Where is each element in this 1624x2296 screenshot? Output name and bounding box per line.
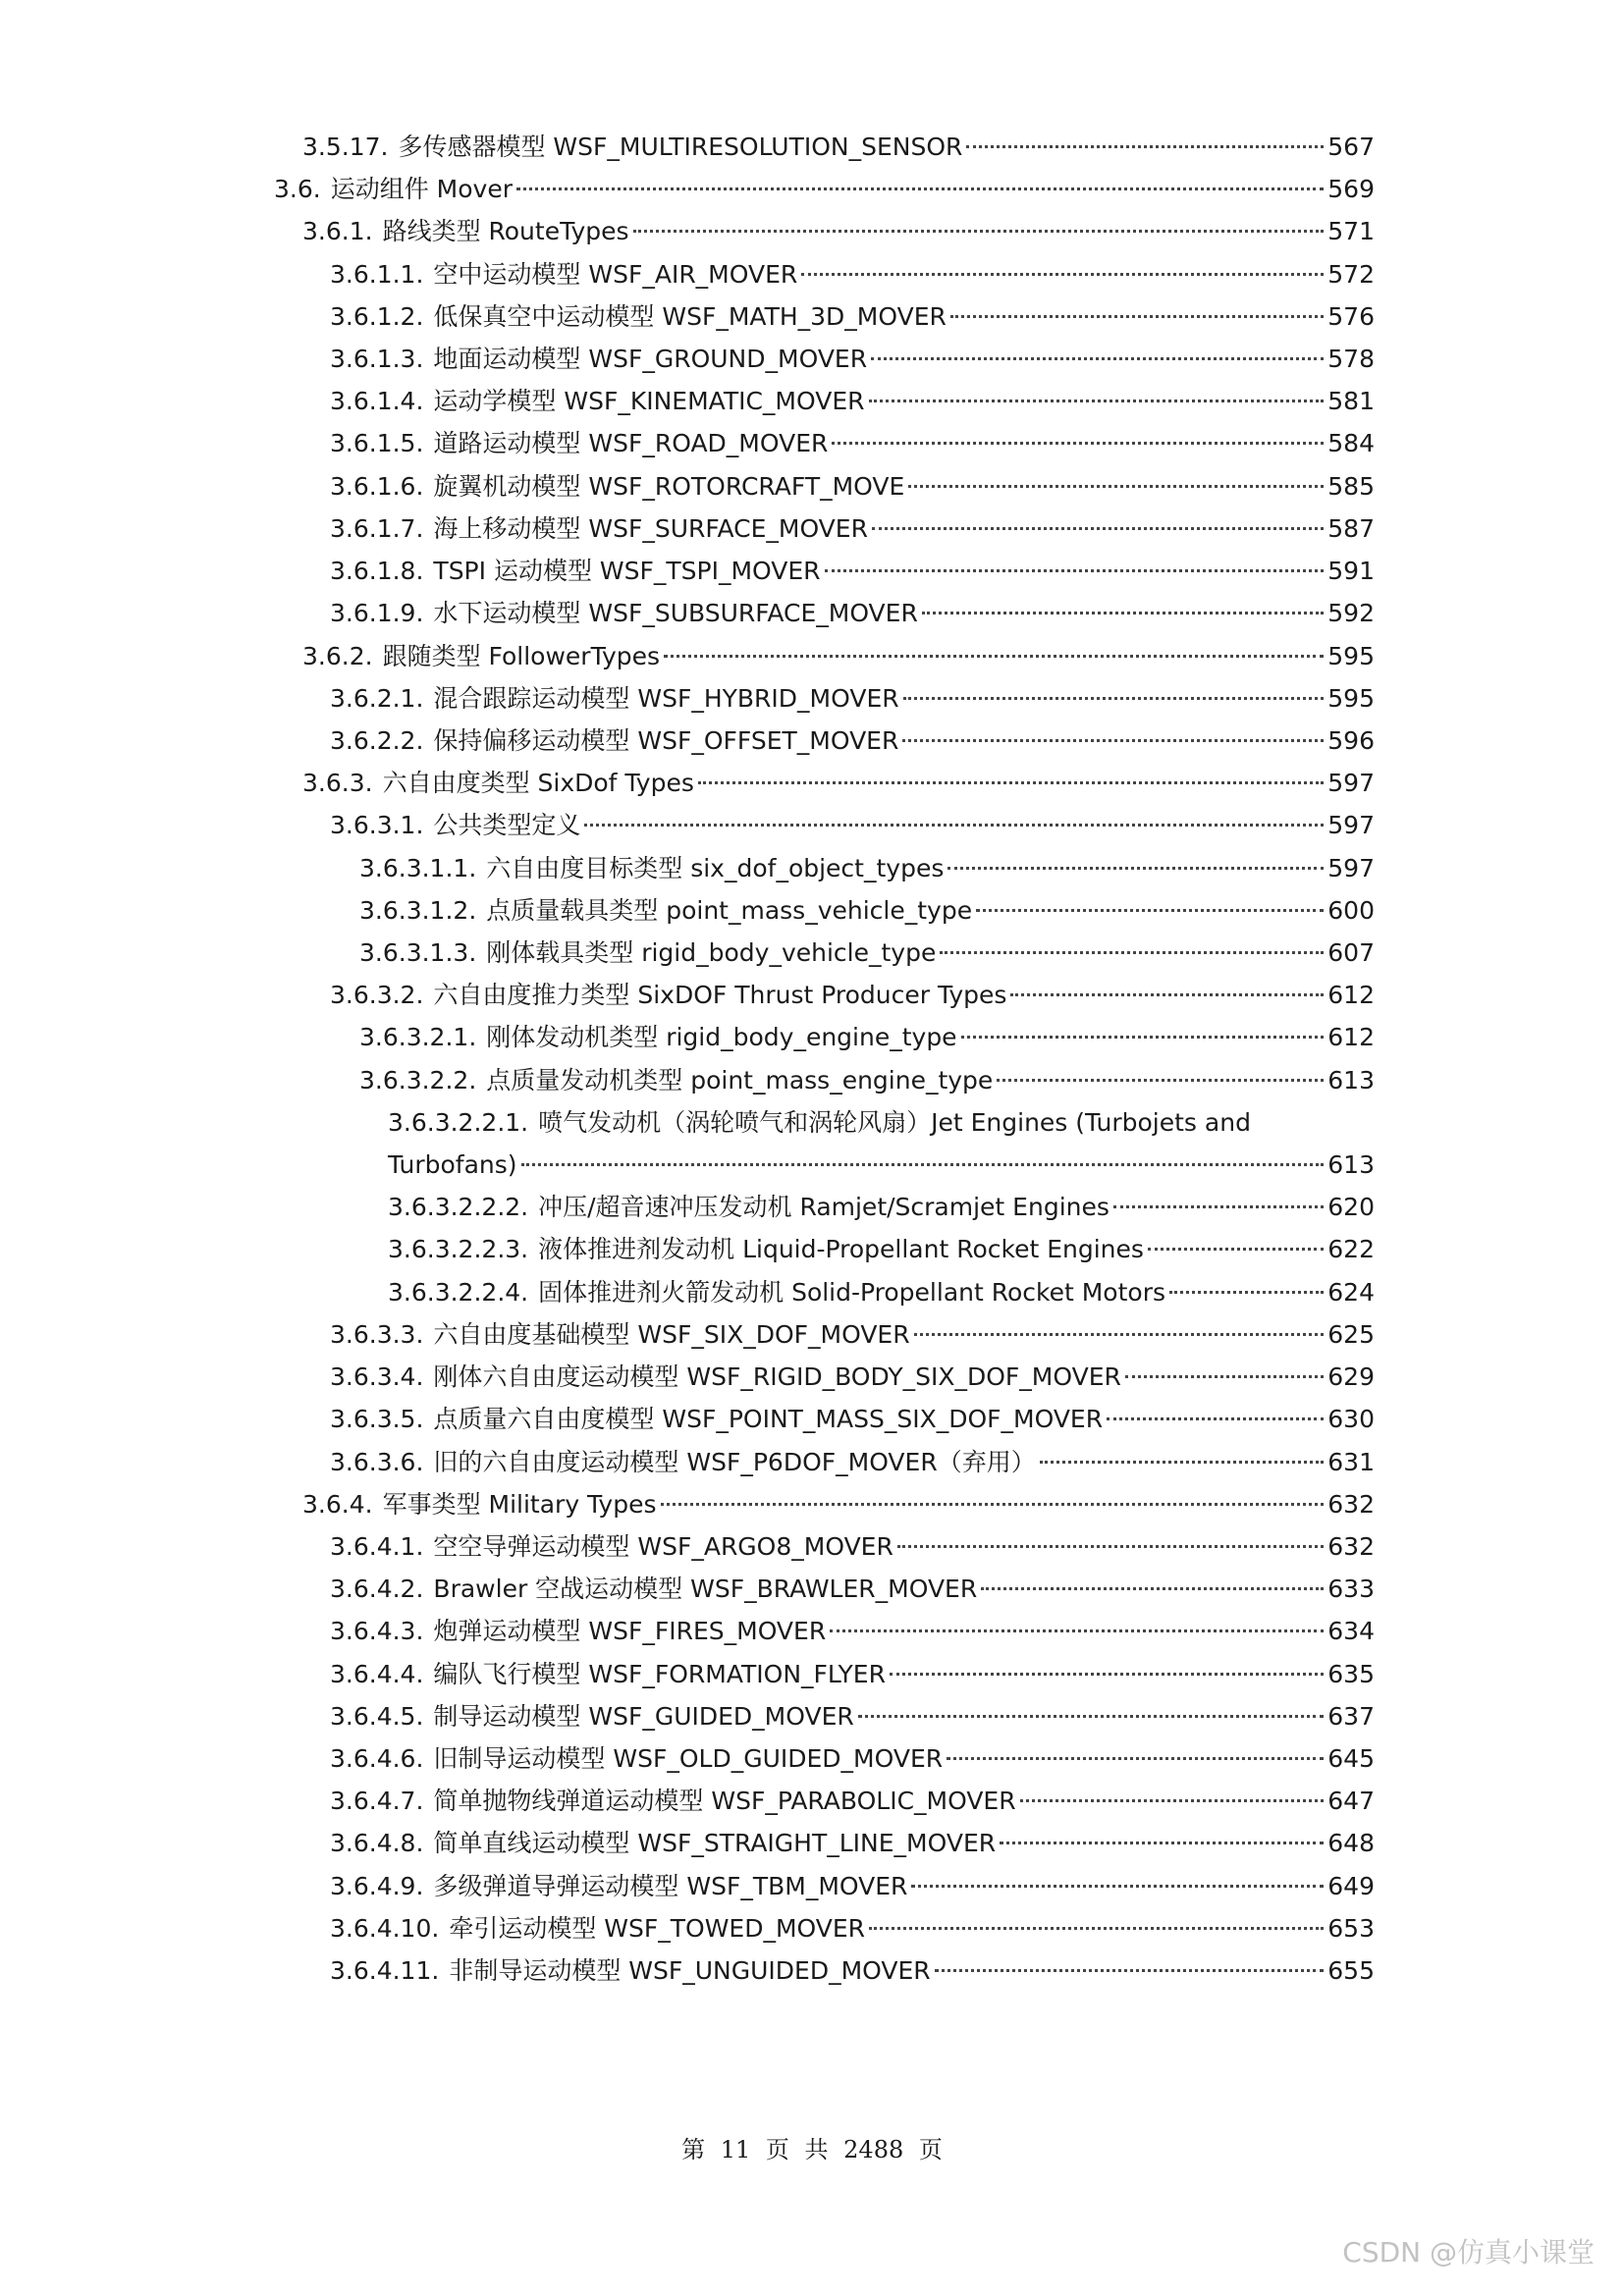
- toc-entry-number: 3.6.2.: [302, 642, 373, 670]
- toc-entry-title: 道路运动模型 WSF_ROAD_MOVER: [433, 429, 829, 457]
- toc-entry-page: 612: [1327, 1023, 1375, 1051]
- toc-entry-page: 613: [1327, 1066, 1375, 1095]
- toc-entry-number: 3.6.3.2.2.3.: [388, 1235, 529, 1263]
- toc-entry-title: 旧的六自由度运动模型 WSF_P6DOF_MOVER（弃用）: [433, 1448, 1036, 1476]
- toc-entry-number: 3.6.3.2.1.: [359, 1023, 477, 1051]
- toc-entry-title: 保持偏移运动模型 WSF_OFFSET_MOVER: [433, 726, 899, 755]
- toc-entry-title: 地面运动模型 WSF_GROUND_MOVER: [433, 345, 868, 373]
- toc-entry-title: 炮弹运动模型 WSF_FIRES_MOVER: [433, 1617, 827, 1645]
- toc-entry-number: 3.6.1.7.: [330, 514, 424, 543]
- dot-leader: [935, 1969, 1325, 1972]
- toc-entry-title: 旧制导运动模型 WSF_OLD_GUIDED_MOVER: [433, 1744, 944, 1773]
- dot-leader: [966, 145, 1324, 148]
- toc-entry[interactable]: [0, 210, 1624, 252]
- page-footer: 第 11 页 共 2488 页: [681, 2136, 943, 2163]
- toc-entry-number: 3.6.1.2.: [330, 302, 424, 331]
- toc-entry-title: 点质量发动机类型 point_mass_engine_type: [486, 1066, 994, 1095]
- dot-leader: [908, 485, 1324, 488]
- toc-entry-title: 低保真空中运动模型 WSF_MATH_3D_MOVER: [433, 302, 947, 331]
- toc-entry-number: 3.6.1.: [302, 217, 373, 245]
- toc-entry-page: 655: [1327, 1956, 1375, 1985]
- toc-entry[interactable]: [0, 1016, 1624, 1058]
- toc-entry-number: 3.6.4.5.: [330, 1702, 424, 1731]
- toc-entry-number: 3.6.3.2.2.1.: [388, 1108, 529, 1137]
- toc-entry[interactable]: [0, 1568, 1624, 1610]
- toc-entry-title: 刚体载具类型 rigid_body_vehicle_type: [486, 938, 937, 967]
- toc-entry[interactable]: [0, 422, 1624, 464]
- toc-entry-title: 制导运动模型 WSF_GUIDED_MOVER: [433, 1702, 854, 1731]
- toc-entry-title: 海上移动模型 WSF_SURFACE_MOVER: [433, 514, 868, 543]
- toc-entry-title: TSPI 运动模型 WSF_TSPI_MOVER: [433, 557, 821, 585]
- dot-leader: [832, 442, 1324, 445]
- dot-leader: [897, 1545, 1324, 1548]
- toc-entry[interactable]: [0, 1313, 1624, 1356]
- toc-entry-title: 编队飞行模型 WSF_FORMATION_FLYER: [433, 1660, 886, 1688]
- toc-entry-page: 629: [1327, 1362, 1375, 1391]
- toc-entry-page: 634: [1327, 1617, 1375, 1645]
- dot-leader: [521, 1163, 1325, 1166]
- toc-entry[interactable]: [0, 1822, 1624, 1864]
- toc-entry[interactable]: [0, 762, 1624, 804]
- toc-entry[interactable]: [0, 1101, 1624, 1186]
- toc-entry-page: 625: [1327, 1320, 1375, 1349]
- toc-entry-title: 旋翼机动模型 WSF_ROTORCRAFT_MOVE: [433, 472, 905, 501]
- toc-entry-number: 3.6.3.1.: [330, 811, 424, 839]
- toc-entry-title-continued: Turbofans): [388, 1150, 517, 1179]
- toc-entry-number: 3.6.3.1.1.: [359, 854, 477, 882]
- dot-leader: [914, 1333, 1325, 1336]
- toc-entry-number: 3.6.4.1.: [330, 1532, 424, 1561]
- dot-leader: [858, 1715, 1325, 1718]
- dot-leader: [1148, 1248, 1324, 1251]
- toc-entry[interactable]: [0, 168, 1624, 210]
- toc-entry-title: 水下运动模型 WSF_SUBSURFACE_MOVER: [433, 599, 918, 627]
- toc-entry-title: 简单抛物线弹道运动模型 WSF_PARABOLIC_MOVER: [433, 1787, 1016, 1815]
- toc-entry[interactable]: [0, 1907, 1624, 1949]
- toc-entry-page: 632: [1327, 1490, 1375, 1519]
- toc-entry-page: 591: [1327, 557, 1375, 585]
- toc-entry[interactable]: [0, 338, 1624, 380]
- toc-entry[interactable]: [0, 1865, 1624, 1907]
- dot-leader: [1010, 993, 1324, 996]
- toc-entry-number: 3.6.2.2.: [330, 726, 424, 755]
- toc-entry-page: 581: [1327, 387, 1375, 415]
- toc-entry-title: 简单直线运动模型 WSF_STRAIGHT_LINE_MOVER: [433, 1829, 997, 1857]
- toc-entry-title: 刚体六自由度运动模型 WSF_RIGID_BODY_SIX_DOF_MOVER: [433, 1362, 1121, 1391]
- toc-entry[interactable]: [0, 1483, 1624, 1525]
- toc-entry-page: 645: [1327, 1744, 1375, 1773]
- toc-entry-page: 595: [1327, 684, 1375, 713]
- toc-entry[interactable]: [0, 932, 1624, 974]
- toc-entry-number: 3.6.3.3.: [330, 1320, 424, 1349]
- toc-entry[interactable]: [0, 1398, 1624, 1440]
- dot-leader: [584, 824, 1324, 827]
- toc-entry-page: 584: [1327, 429, 1375, 457]
- dot-leader: [1125, 1375, 1324, 1378]
- dot-leader: [869, 400, 1325, 402]
- dot-leader: [1113, 1205, 1324, 1208]
- toc-entry-title: 跟随类型 FollowerTypes: [382, 642, 661, 670]
- toc-entry-page: 585: [1327, 472, 1375, 501]
- toc-entry[interactable]: [0, 380, 1624, 422]
- toc-entry-title: Brawler 空战运动模型 WSF_BRAWLER_MOVER: [433, 1575, 978, 1603]
- dot-leader: [981, 1587, 1324, 1590]
- toc-entry-page: 632: [1327, 1532, 1375, 1561]
- dot-leader: [633, 230, 1325, 233]
- toc-entry[interactable]: [0, 1780, 1624, 1822]
- toc-entry-title: 路线类型 RouteTypes: [382, 217, 629, 245]
- toc-entry-title: 军事类型 Military Types: [382, 1490, 657, 1519]
- toc-entry[interactable]: [0, 677, 1624, 720]
- toc-entry-page: 571: [1327, 217, 1375, 245]
- toc-entry-page: 648: [1327, 1829, 1375, 1857]
- toc-entry[interactable]: [0, 295, 1624, 338]
- toc-entry-title: 空中运动模型 WSF_AIR_MOVER: [433, 260, 798, 289]
- toc-entry-number: 3.6.3.2.2.4.: [388, 1278, 529, 1307]
- toc-entry-number: 3.6.1.5.: [330, 429, 424, 457]
- toc-entry-page: 653: [1327, 1914, 1375, 1943]
- toc-entry-number: 3.6.: [274, 175, 321, 203]
- toc-entry-page: 592: [1327, 599, 1375, 627]
- toc-entry-page: 596: [1327, 726, 1375, 755]
- dot-leader: [1020, 1799, 1325, 1802]
- dot-leader: [947, 1757, 1324, 1760]
- toc-entry-page: 607: [1327, 938, 1375, 967]
- toc-entry[interactable]: [0, 1441, 1624, 1483]
- toc-entry-page: 597: [1327, 769, 1375, 797]
- toc-entry-number: 3.5.17.: [302, 133, 389, 161]
- toc-entry[interactable]: [0, 1653, 1624, 1695]
- dot-leader: [997, 1079, 1324, 1082]
- toc-entry-number: 3.6.1.8.: [330, 557, 424, 585]
- dot-leader: [947, 867, 1324, 870]
- dot-leader: [961, 1036, 1325, 1039]
- toc-entry-number: 3.6.4.4.: [330, 1660, 424, 1688]
- toc-entry[interactable]: [0, 465, 1624, 507]
- toc-entry-number: 3.6.4.11.: [330, 1956, 440, 1985]
- toc-entry[interactable]: [0, 1059, 1624, 1101]
- toc-entry-title: 运动学模型 WSF_KINEMATIC_MOVER: [433, 387, 865, 415]
- watermark: CSDN @仿真小课堂: [1342, 2236, 1595, 2269]
- toc-entry[interactable]: [0, 1949, 1624, 1992]
- toc-entry[interactable]: [0, 720, 1624, 762]
- toc-entry-number: 3.6.4.10.: [330, 1914, 440, 1943]
- toc-entry-number: 3.6.4.: [302, 1490, 373, 1519]
- dot-leader: [950, 315, 1324, 318]
- toc-entry-title: 六自由度推力类型 SixDOF Thrust Producer Types: [433, 981, 1007, 1009]
- dot-leader: [825, 569, 1325, 572]
- toc-entry-page: 576: [1327, 302, 1375, 331]
- toc-entry[interactable]: [0, 1525, 1624, 1568]
- toc-entry-title: 固体推进剂火箭发动机 Solid-Propellant Rocket Motors: [538, 1278, 1166, 1307]
- toc-entry-number: 3.6.4.3.: [330, 1617, 424, 1645]
- dot-leader: [516, 187, 1324, 190]
- toc-entry-number: 3.6.3.2.2.2.: [388, 1193, 529, 1221]
- toc-entry-page: 600: [1327, 896, 1375, 925]
- toc-entry[interactable]: [0, 1695, 1624, 1737]
- toc-entry[interactable]: [0, 1271, 1624, 1313]
- toc-entry-title: 混合跟踪运动模型 WSF_HYBRID_MOVER: [433, 684, 899, 713]
- toc-entry-title: 公共类型定义: [433, 811, 581, 839]
- toc-entry-title: 牵引运动模型 WSF_TOWED_MOVER: [449, 1914, 866, 1943]
- dot-leader: [940, 951, 1324, 954]
- toc-entry-page: 647: [1327, 1787, 1375, 1815]
- dot-leader: [872, 527, 1324, 530]
- toc-entry-title: 液体推进剂发动机 Liquid-Propellant Rocket Engines: [538, 1235, 1144, 1263]
- toc-entry[interactable]: [0, 889, 1624, 932]
- toc-entry[interactable]: [0, 804, 1624, 846]
- toc-entry-title: 多级弹道导弹运动模型 WSF_TBM_MOVER: [433, 1872, 908, 1900]
- toc-entry[interactable]: [0, 1186, 1624, 1228]
- toc-entry-page: 572: [1327, 260, 1375, 289]
- toc-entry-page: 567: [1327, 133, 1375, 161]
- toc-entry-page: 637: [1327, 1702, 1375, 1731]
- toc-entry[interactable]: [0, 1610, 1624, 1652]
- toc-entry-title: 非制导运动模型 WSF_UNGUIDED_MOVER: [449, 1956, 931, 1985]
- dot-leader: [869, 1927, 1324, 1930]
- toc-entry-page: 587: [1327, 514, 1375, 543]
- toc-entry-title: 运动组件 Mover: [330, 175, 513, 203]
- dot-leader: [903, 697, 1325, 700]
- toc-entry-number: 3.6.4.7.: [330, 1787, 424, 1815]
- toc-entry-number: 3.6.1.4.: [330, 387, 424, 415]
- toc-entry-page: 578: [1327, 345, 1375, 373]
- toc-entry-page: 612: [1327, 981, 1375, 1009]
- toc-entry-title: 冲压/超音速冲压发动机 Ramjet/Scramjet Engines: [538, 1193, 1110, 1221]
- toc-entry-title: 刚体发动机类型 rigid_body_engine_type: [486, 1023, 957, 1051]
- toc-entry-page: 569: [1327, 175, 1375, 203]
- toc-entry-number: 3.6.4.6.: [330, 1744, 424, 1773]
- toc-entry-title: 点质量六自由度模型 WSF_POINT_MASS_SIX_DOF_MOVER: [433, 1405, 1104, 1433]
- toc-entry-number: 3.6.3.: [302, 769, 373, 797]
- toc-entry[interactable]: [0, 550, 1624, 592]
- toc-entry[interactable]: [0, 974, 1624, 1016]
- toc-entry-title: 喷气发动机（涡轮喷气和涡轮风扇）Jet Engines (Turbojets and: [538, 1108, 1251, 1137]
- dot-leader: [698, 781, 1324, 784]
- toc-entry-number: 3.6.3.4.: [330, 1362, 424, 1391]
- dot-leader: [661, 1503, 1325, 1506]
- dot-leader: [871, 357, 1324, 360]
- dot-leader: [911, 1885, 1324, 1888]
- toc-entry-number: 3.6.1.3.: [330, 345, 424, 373]
- toc-entry-number: 3.6.3.2.: [330, 981, 424, 1009]
- toc-entry-number: 3.6.2.1.: [330, 684, 424, 713]
- toc-entry-page: 635: [1327, 1660, 1375, 1688]
- toc-entry-number: 3.6.3.1.2.: [359, 896, 477, 925]
- dot-leader: [1169, 1291, 1324, 1294]
- toc-entry-number: 3.6.4.2.: [330, 1575, 424, 1603]
- toc-entry-page: 631: [1327, 1448, 1375, 1476]
- toc-entry-page: 620: [1327, 1193, 1375, 1221]
- toc-entry[interactable]: [0, 507, 1624, 550]
- toc-entry[interactable]: [0, 592, 1624, 634]
- toc-entry[interactable]: [0, 1228, 1624, 1270]
- toc-entry-page: 633: [1327, 1575, 1375, 1603]
- toc-entry[interactable]: [0, 635, 1624, 677]
- toc-entry-number: 3.6.1.6.: [330, 472, 424, 501]
- toc-entry[interactable]: [0, 253, 1624, 295]
- dot-leader: [801, 273, 1324, 276]
- toc-entry-title: 六自由度类型 SixDof Types: [382, 769, 694, 797]
- toc-entry[interactable]: [0, 1356, 1624, 1398]
- dot-leader: [1000, 1842, 1324, 1844]
- toc-entry[interactable]: [0, 126, 1624, 168]
- toc-entry-title: 空空导弹运动模型 WSF_ARGO8_MOVER: [433, 1532, 893, 1561]
- toc-entry-page: 630: [1327, 1405, 1375, 1433]
- toc-entry-page: 624: [1327, 1278, 1375, 1307]
- toc-entry-title: 六自由度基础模型 WSF_SIX_DOF_MOVER: [433, 1320, 910, 1349]
- dot-leader: [976, 909, 1324, 912]
- toc-entry-number: 3.6.1.9.: [330, 599, 424, 627]
- dot-leader: [830, 1629, 1324, 1632]
- toc-entry-page: 649: [1327, 1872, 1375, 1900]
- dot-leader: [890, 1673, 1324, 1676]
- toc-entry-number: 3.6.4.8.: [330, 1829, 424, 1857]
- toc-entry[interactable]: [0, 847, 1624, 889]
- dot-leader: [1107, 1417, 1324, 1420]
- toc-entry-number: 3.6.1.1.: [330, 260, 424, 289]
- toc-entry-page: 597: [1327, 811, 1375, 839]
- toc-entry-title: 点质量载具类型 point_mass_vehicle_type: [486, 896, 973, 925]
- toc-entry[interactable]: [0, 1737, 1624, 1780]
- toc-entry-number: 3.6.4.9.: [330, 1872, 424, 1900]
- toc-entry-number: 3.6.3.5.: [330, 1405, 424, 1433]
- toc-entry-title: 多传感器模型 WSF_MULTIRESOLUTION_SENSOR: [398, 133, 963, 161]
- toc-entry-number: 3.6.3.6.: [330, 1448, 424, 1476]
- toc-entry-number: 3.6.3.2.2.: [359, 1066, 477, 1095]
- dot-leader: [902, 739, 1324, 742]
- toc-entry-page: 597: [1327, 854, 1375, 882]
- dot-leader: [1040, 1461, 1325, 1464]
- toc-entry-title: 六自由度目标类型 six_dof_object_types: [486, 854, 945, 882]
- toc-entry-page: 622: [1327, 1235, 1375, 1263]
- toc-entry-page: 613: [1327, 1150, 1375, 1179]
- dot-leader: [664, 655, 1324, 658]
- toc-entry-number: 3.6.3.1.3.: [359, 938, 477, 967]
- toc-entry-page: 595: [1327, 642, 1375, 670]
- dot-leader: [922, 612, 1324, 614]
